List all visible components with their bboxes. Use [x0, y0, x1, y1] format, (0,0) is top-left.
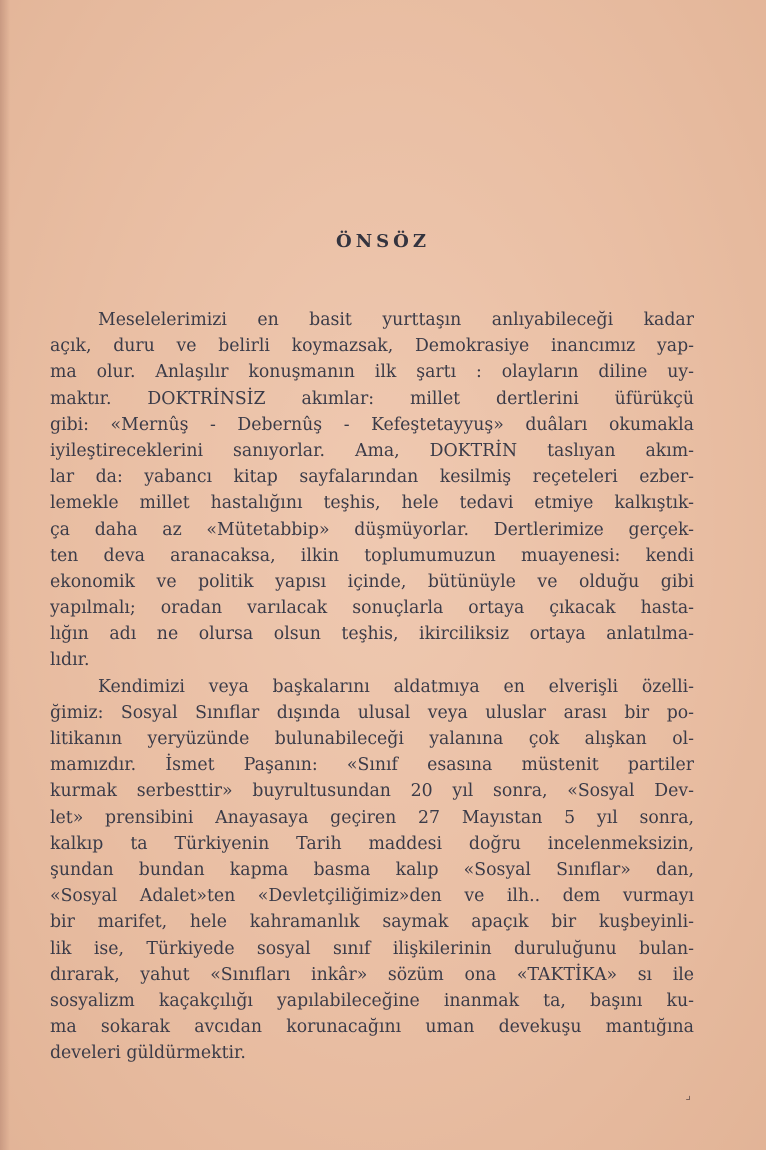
text-line: gibi: «Mernûş - Debernûş - Kefeştetayyuş» duâları okumakla	[50, 414, 694, 435]
page-title: ÖNSÖZ	[336, 231, 430, 252]
text-line: ça daha az «Mütetabbip» düşmüyorlar. Dertlerimize gerçek-	[50, 519, 694, 540]
text-line: ğimiz: Sosyal Sınıflar dışında ulusal veya uluslar arası bir po-	[50, 702, 694, 723]
text-line: kalkıp ta Türkiyenin Tarih maddesi doğru incelenmeksizin,	[50, 833, 694, 854]
text-line: kurmak serbesttir» buyrultusundan 20 yıl sonra, «Sosyal Dev-	[50, 781, 694, 802]
text-line: lıdır.	[50, 650, 90, 671]
text-line: Meselelerimizi en basit yurttaşın anlıyabileceği kadar	[98, 310, 694, 330]
text-line: litikanın yeryüzünde bulunabileceği yalanına çok alışkan ol-	[50, 729, 694, 749]
text-line: ten deva aranacaksa, ilkin toplumumuzun muayenesi: kendi	[50, 545, 694, 566]
text-line: açık, duru ve belirli koymazsak, Demokrasiye inancımız yap-	[50, 336, 694, 357]
page-corner-mark: ⌟	[685, 1088, 691, 1102]
text-line: lar da: yabancı kitap sayfalarından kesilmiş reçeteleri ezber-	[50, 467, 694, 488]
text-line: develeri güldürmektir.	[50, 1043, 246, 1064]
text-line: sosyalizm kaçakçılığı yapılabileceğine inanmak ta, başını ku-	[50, 990, 694, 1011]
text-line: ma sokarak avcıdan korunacağını uman devekuşu mantığına	[50, 1017, 694, 1038]
text-line: dırarak, yahut «Sınıfları inkâr» sözüm ona «TAKTİKA» sı ile	[50, 964, 694, 985]
text-line: şundan bundan kapma basma kalıp «Sosyal Sınıflar» dan,	[50, 859, 694, 880]
text-line: yapılmalı; oradan varılacak sonuçlarla ortaya çıkacak hasta-	[50, 598, 694, 619]
text-line: Kendimizi veya başkalarını aldatmıya en elverişli özelli-	[98, 676, 694, 697]
text-line: let» prensibini Anayasaya geçiren 27 Mayıstan 5 yıl sonra,	[50, 807, 694, 828]
text-line: ma olur. Anlaşılır konuşmanın ilk şartı : olayların diline uy-	[50, 362, 694, 383]
text-line: bir marifet, hele kahramanlık saymak apaçık bir kuşbeyinli-	[50, 912, 694, 933]
text-line: maktır. DOKTRİNSİZ akımlar: millet dertlerini üfürükçü	[50, 388, 694, 409]
text-line: lemekle millet hastalığını teşhis, hele tedavi etmiye kalkıştık-	[50, 493, 694, 514]
text-line: «Sosyal Adalet»ten «Devletçiliğimiz»den ve ilh.. dem vurmayı	[50, 886, 694, 907]
body-text	[50, 307, 694, 1066]
text-line: mamızdır. İsmet Paşanın: «Sınıf esasına müstenit partiler	[50, 755, 694, 776]
text-line: lik ise, Türkiyede sosyal sınıf ilişkilerinin duruluğunu bulan-	[50, 938, 694, 959]
text-line: ekonomik ve politik yapısı içinde, bütünüyle ve olduğu gibi	[50, 571, 694, 592]
text-line: lığın adı ne olursa olsun teşhis, ikirciliksiz ortaya anlatılma-	[50, 624, 694, 645]
text-line: iyileştireceklerini sanıyorlar. Ama, DOKTRİN taslıyan akım-	[50, 440, 694, 461]
page-binding-edge	[0, 0, 10, 1150]
